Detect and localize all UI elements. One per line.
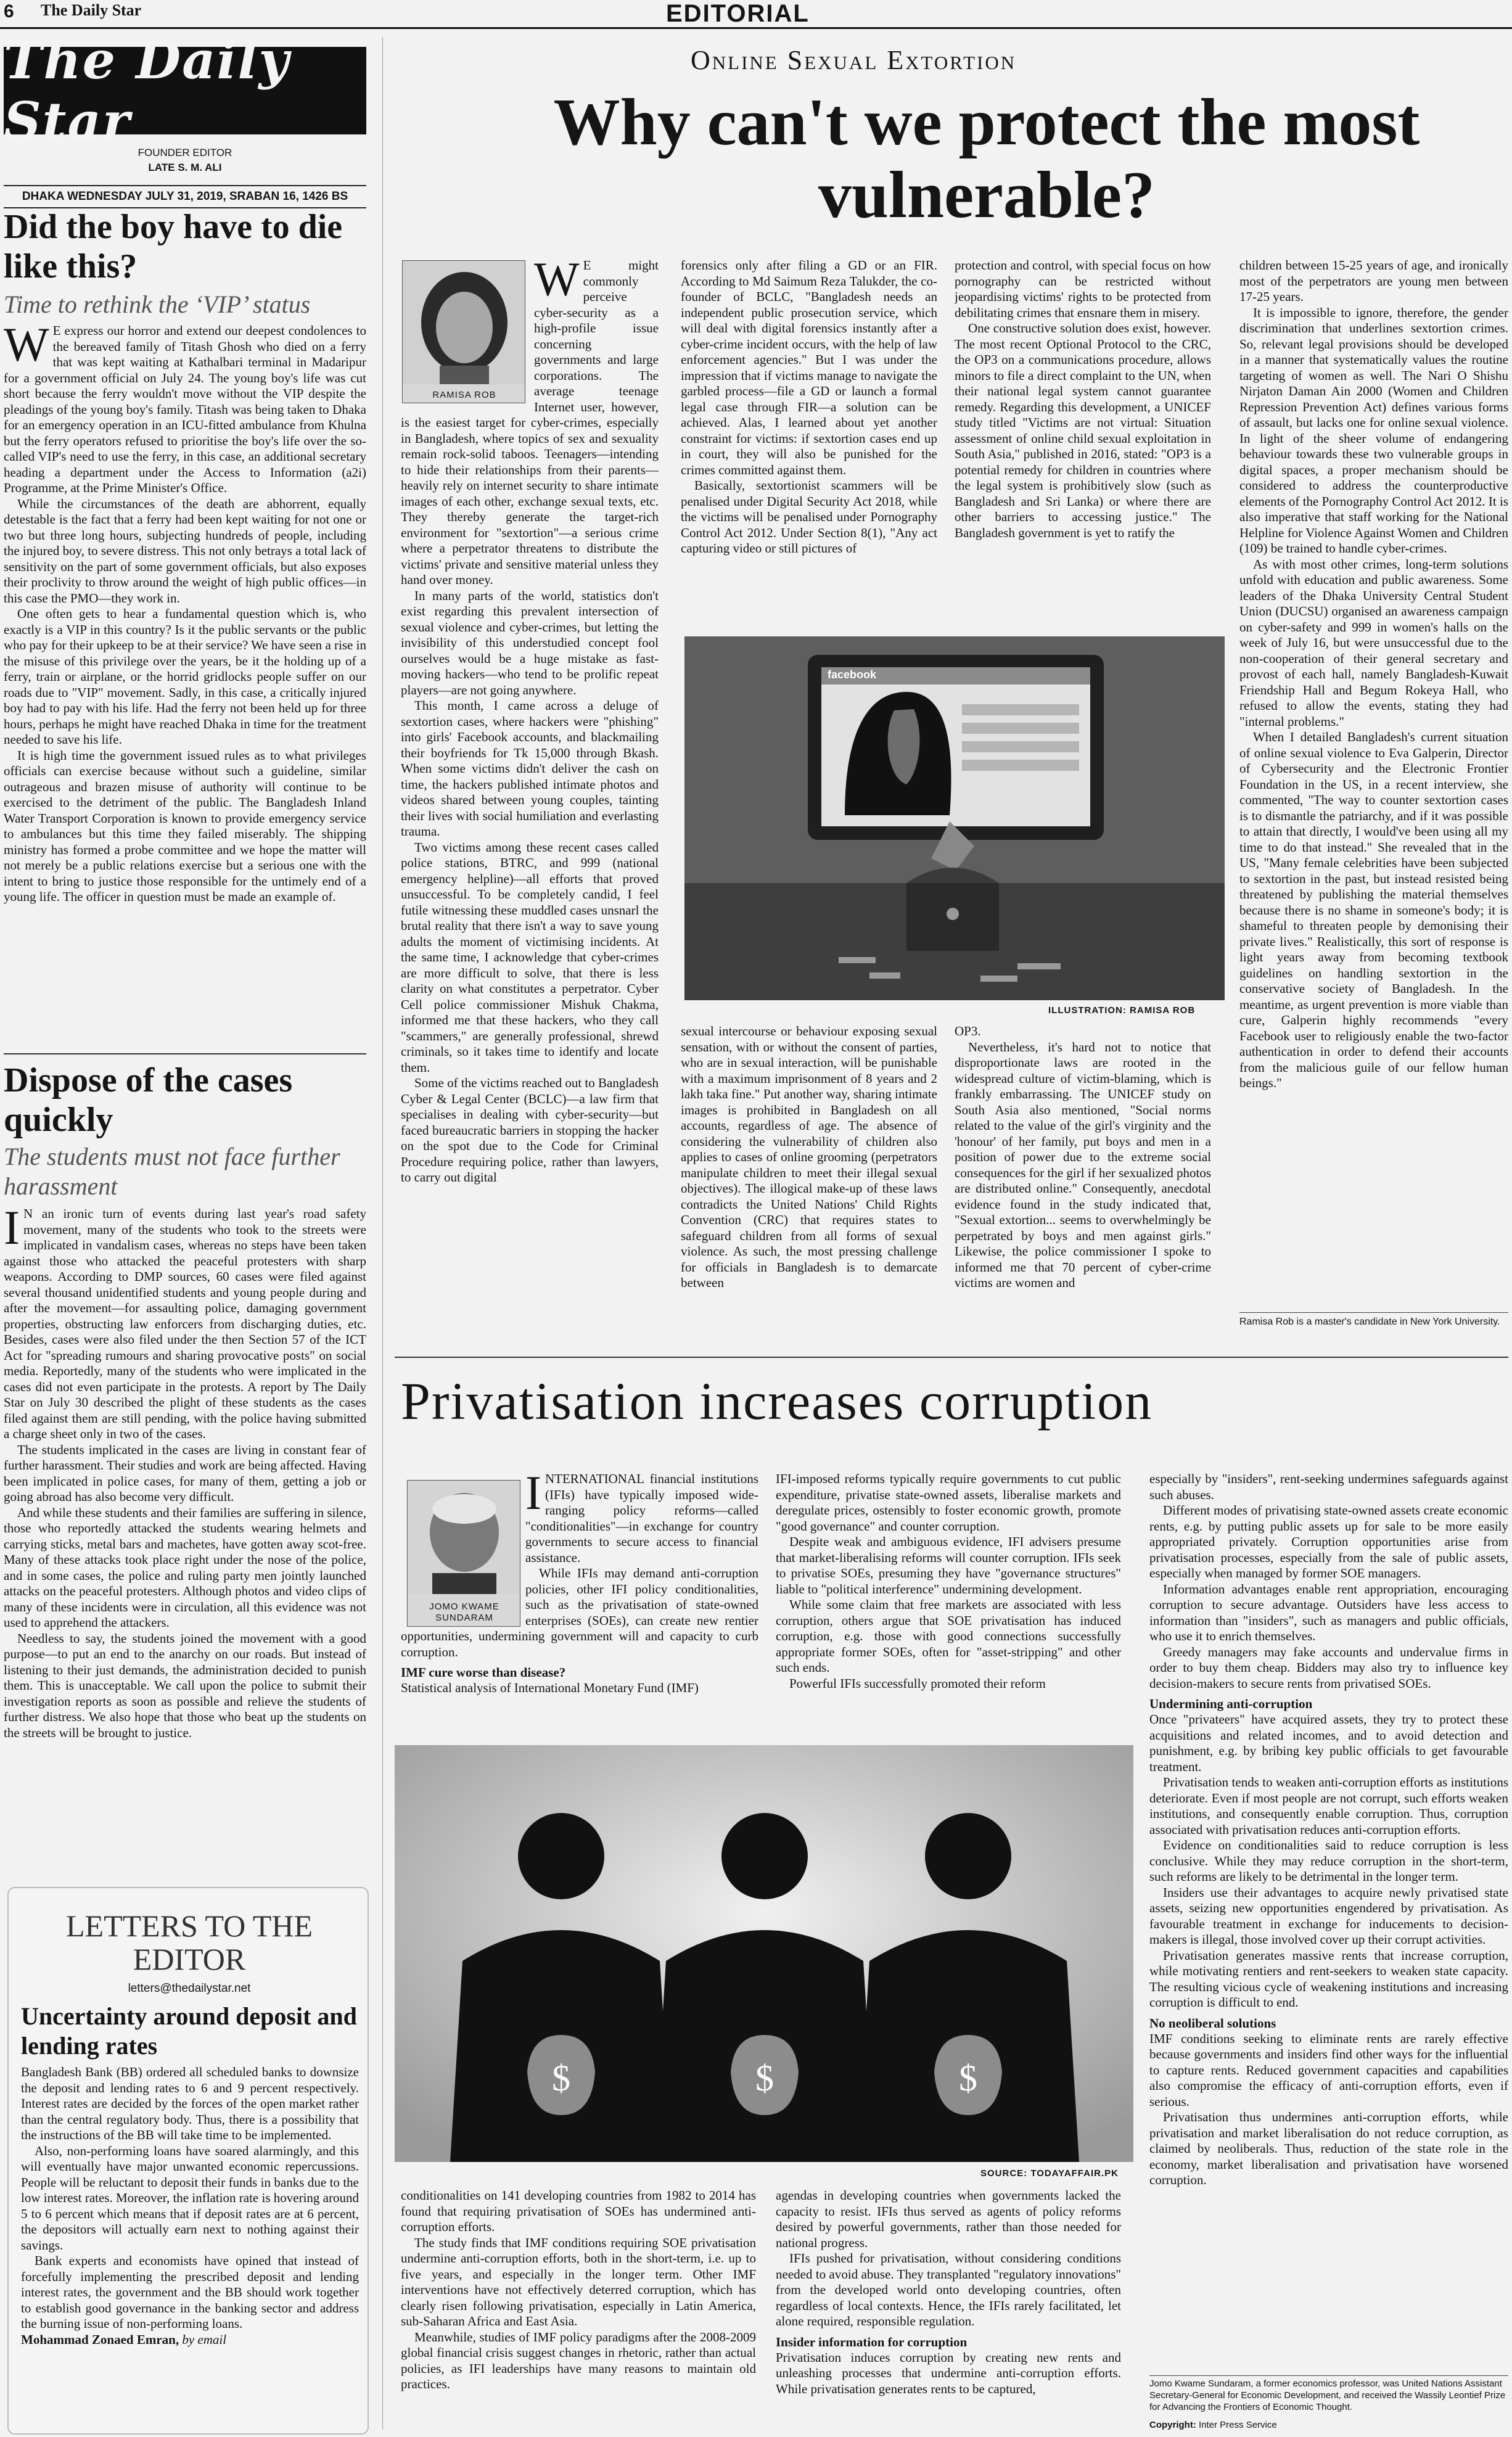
founder-name: LATE S. M. ALI (148, 162, 222, 173)
editorial-title: Dispose of the cases quickly (4, 1061, 293, 1139)
paragraph: Meanwhile, studies of IMF policy paradigms after the 2008-2009 global financial crisis suggest changes in rhetoric, rather than actual policies, as IFI leaderships have many reasons to maintain old practices. (401, 2329, 756, 2391)
copyright-holder: Inter Press Service (1199, 2420, 1277, 2430)
bio-rule (1239, 1312, 1508, 1313)
author-caption: JOMO KWAME SUNDARAM (429, 1601, 499, 1623)
svg-text:$: $ (552, 2058, 570, 2098)
founder-label: FOUNDER EDITOR (138, 147, 232, 158)
paragraph: While some claim that free markets are associated with less corruption, others argue that SOE privatisation has induced corruption, e.g. those with good connections successfully appropriate former SOEs, often for "asset-stripping" and other such ends. (776, 1597, 1121, 1675)
paragraph: While the circumstances of the death are abhorrent, equally detestable is the fact that a ferry had been kept waiting for not one or two but three long hours, subjecting hundreds of people, including the injured boy, to severe distress. This not only betrays a total lack of sensitivity on the part of some government officials, but also exposes their proclivity to throw around the weight of high public offices—in this case the PMO—they work in. (4, 496, 366, 606)
page-header (0, 0, 1512, 27)
paragraph: Evidence on conditionalities said to reduce corruption is less conclusive. While they may reduce corruption in the short-term, such reforms are likely to be detrimental in the longer term. (1149, 1838, 1508, 1884)
header-rule (0, 27, 1512, 29)
article-kicker: Online Sexual Extortion (691, 45, 1017, 75)
bio-rule (1149, 2375, 1508, 2376)
section-label: EDITORIAL (666, 0, 810, 27)
editorial-title: Did the boy have to die like this? (4, 208, 343, 286)
editorial-subtitle: The students must not face further harassment (4, 1143, 340, 1200)
editorial-subtitle: Time to rethink the ‘VIP’ status (4, 290, 311, 318)
article-column (1149, 1471, 1508, 2372)
column-divider (382, 37, 383, 2430)
paragraph: It is high time the government issued rules as to what privileges officials can exercise because without such a guideline, similar outrageous and brazen misuse of authority will continue to be exercised to the detriment of the public. The Bangladesh Inland Water Transport Corporation is known to provide emergency service to ambulances but this time they failed miserably. The shipping ministry has formed a probe committee and we hope the matter will not merely be a public relations exercise but a serious one with the intent to bring to justice those responsible for the untimely end of a young life. The officer in question must be made an example of. (4, 747, 366, 904)
paragraph: Also, non-performing loans have soared alarmingly, and this will eventually have major unwanted economic repercussions. People will be reluctant to deposit their funds in banks due to the low interest rates. Moreover, the inflation rate is hovering around 5 to 6 percent which means that if deposit rates are at 6 percent, the depositors will actually earn next to nothing against their savings. (21, 2143, 359, 2253)
paragraph: Some of the victims reached out to Bangladesh Cyber & Legal Center (BCLC)—a law firm that specialises in dealing with cyber-security—but faced bureaucratic barriers in stopping the hacker on the spot due to the Code for Criminal Procedure requiring police, rather than lawyers, to carry out digital (401, 1075, 659, 1185)
letter-body (21, 2065, 359, 2348)
paragraph: The students implicated in the cases are living in constant fear of further harassment. Their studies and work are being affected. Having been implicated in police cases, for many of them, getting a job or going abroad has also become very difficult. (4, 1442, 366, 1504)
page-number: 6 (4, 1, 14, 22)
paragraph: Basically, sextortionist scammers will be penalised under Digital Security Act 2018, while the victims will be penalised under Pornography Control Act 2012. Under Section 8(1), "Any act capturing video or still pictures of (681, 478, 937, 556)
article-column (681, 1024, 937, 1344)
paragraph: While IFIs may demand anti-corruption policies, other IFI policy conditionalities, such as the privatisation of state-owned enterprises (SOEs), can create new rentier opportunities, undermining government will and capacity to curb corruption. (401, 1566, 758, 1659)
paragraph: Bank experts and economists have opined that instead of forcefully implementing the prescribed deposit and lending interest rates, the government and the BB should work together to establish good governance in the banking sector and address the burning issue of non-performing loans. (21, 2253, 359, 2331)
dateline: DHAKA WEDNESDAY JULY 31, 2019, SRABAN 16, 1426 BS (4, 185, 366, 208)
paragraph: Privatisation induces corruption by creating new rents and unleashing processes that undermine anti-corruption efforts. While privatisation generates rents to be captured, (776, 2349, 1121, 2396)
letters-heading: LETTERS TO THE EDITOR (66, 1909, 313, 1976)
paragraph: Privatisation thus undermines anti-corruption efforts, while privatisation and market liberalisation do not reduce corruption, as claimed by neoliberals. Thus, reduction of the state role in the economy, market liberalisation and privatisation have worsened corruption. (1149, 2110, 1508, 2187)
copyright-line (1149, 2420, 1508, 2430)
illustration-credit: ILLUSTRATION: RAMISA ROB (1048, 1005, 1196, 1016)
svg-text:$: $ (959, 2058, 977, 2098)
article-column (776, 1471, 1121, 1730)
dropcap: I (525, 1471, 541, 1519)
photo-spacer (401, 1471, 525, 1625)
paragraph: Once "privateers" have acquired assets, they try to protect these acquisitions and related incomes, and to avoid detection and punishment, e.g. by bribing key public officials to get favourable treatment. (1149, 1712, 1508, 1774)
paragraph: NTERNATIONAL financial institutions (IFIs) have typically imposed wide-ranging policy reforms—called "conditionalities"—in exchange for country governments to secure access to financial assistance. (525, 1471, 758, 1565)
editorial-body (4, 1201, 366, 1741)
article-column (776, 2188, 1121, 2435)
paragraph: OP3. (955, 1024, 981, 1038)
article-column (955, 1024, 1211, 1344)
paragraph: Powerful IFIs successfully promoted their reform (789, 1675, 1046, 1691)
letters-box (7, 1887, 369, 2435)
paragraph: E express our horror and extend our deepest condolences to the bereaved family of Titash Ghosh who died on a ferry that was kept waiting at Kathalbari terminal in Madaripur for a government official on July 24. The young boy's life was cut short because the ferry wouldn't move without the VIP despite the pleadings of the young boy's family. Titash was being taken to Dhaka for an emergency operation in an ICU-fitted ambulance from Khulna but the ferry operators refused to prioritise the boy's life over the so-called VIP's need to use the ferry, in this case, an additional secretary heading a department under the Access to Information (a2i) Programme, at the Prime Minister's Office. (4, 323, 366, 495)
article-headline: Why can't we protect the most vulnerable? (553, 86, 1420, 232)
section-divider (395, 1357, 1508, 1358)
author-bio: Ramisa Rob is a master's candidate in New York University. (1239, 1317, 1500, 1327)
illustration-image (684, 636, 1225, 1000)
letters-email[interactable]: letters@thedailystar.net (128, 1982, 251, 1995)
paragraph: Privatisation generates massive rents that increase corruption, while motivating rentiers and rent-seekers to weaken state capacity. The resulting vicious cycle of weakening institutions and increasing corruption is difficult to end. (1149, 1947, 1508, 2010)
signature-name: Mohammad Zonaed Emran, (21, 2332, 179, 2347)
subhead: Undermining anti-corruption (1149, 1696, 1313, 1711)
letter-title: Uncertainty around deposit and lending rates (21, 2002, 357, 2060)
article-column (401, 1471, 758, 1749)
paragraph: IFI-imposed reforms typically require governments to cut public expenditure, privatise state-owned assets, liberalise markets and deregulate prices, ostensibly to foster economic growth, promote "good governance" and counter corruption. (776, 1471, 1121, 1534)
subhead: Insider information for corruption (776, 2334, 968, 2349)
paragraph: One constructive solution does exist, however. The most recent Optional Protocol to the CRC, the OP3 on a communications procedure, allows minors to file a direct complaint to the UN, when their national legal system cannot guarantee remedy. Regarding this development, a UNICEF study titled "Victims are not virtual: Situation assessment of online child sexual exploitation in South Asia," published in 2016, stated: "OP3 is a potential remedy for children in countries where the legal system is prohibitively slow (such as Bangladesh and Sri Lanka) or where there are other barriers to accessing justice." The Bangladesh government is yet to ratify the (955, 321, 1211, 540)
illustration-screen-label: facebook (828, 668, 877, 681)
illustration-image (395, 1745, 1133, 2162)
illustration-sextortion (684, 636, 1225, 1000)
paragraph: Greedy managers may fake accounts and undervalue firms in order to buy them cheap. Bidders may also try to influence key decision-makers to secure rents from privatised SOEs. (1149, 1644, 1508, 1691)
dropcap: W (534, 258, 580, 306)
article-column (681, 258, 937, 628)
dropcap: I (4, 1201, 20, 1254)
paragraph: Needless to say, the students joined the movement with a good purpose—to put an end to the anarchy on our roads. But instead of listening to their just demands, the administration decided to punish them. This is unacceptable. We call upon the police to submit their investigation reports as soon as possible and relieve the students of further distress. We also hope that those who beat up the students on the streets will be brought to justice. (4, 1630, 366, 1740)
editorial-body (4, 318, 366, 905)
mini-logo: The Daily Star (41, 1, 142, 19)
paragraph: IMF conditions seeking to eliminate rents are rarely effective because governments and insiders find other ways for the influential to capture rents. Reduced government capacities and capabilities also compromise the efficacy of anti-corruption efforts, even if serious. (1149, 2031, 1508, 2109)
paragraph: One often gets to hear a fundamental question which is, who exactly is a VIP in this country? Is it the public servants or the public who pay for their upkeep to be at their service? We have seen a rise in the misuse of this privilege over the years, be it the holding up of a ferry, train or airplane, or the horrid gridlocks people suffer on our roads due to "VIP" movement. Sadly, in this case, a critically injured boy had to pay with his life. Had the ferry not been held up for three hours, perhaps he might have reached Dhaka in time for the treatment needed to save his life. (4, 606, 366, 747)
paragraph: Bangladesh Bank (BB) ordered all scheduled banks to downsize the deposit and lending rates to 6 and 9 percent respectively. Interest rates are decided by the forces of the open market rather than the central regulatory body. Thus, there is a possibility that the instructions of the BB will take time to be implemented. (21, 2065, 359, 2142)
paragraph: When I detailed Bangladesh's current situation of online sexual violence to Eva Galperin, Director of Cybersecurity and the Electronic Frontier Foundation in the US, in a recent interview, she commented, "The way to counter sextortion cases is to dismantle the patriarchy, and if it was possible to attain that directly, I would've been using all my time to do that instead." She revealed that in the US, "Many female celebrities have been subjected to sextortion in the past, but instead resisted being threatened by publishing the material themselves because there is no shame in someone's body; it is shameful to threaten people by demonising their private lives." Realistically, this sort of response is light years away from becoming textbook guidelines on handling sextortion in the conservative society of Bangladesh. In the meantime, as urgent prevention is more viable than cure, Galperin highly recommends "every Facebook user to religiously enable the two-factor authentication in order to defend their accounts from the malicious guile of our fellow human beings." (1239, 729, 1508, 1090)
svg-text:$: $ (755, 2058, 774, 2098)
paragraph: Two victims among these recent cases called police stations, BTRC, and 999 (national emergency helpline)—all efforts that proved unsuccessful. To be completely candid, I feel futile witnessing these muddled cases unsnarl the brutal reality that there isn't a way to save young adults the moment of victimising incidents. At the same time, I acknowledge that cyber-crimes are more difficult to solve, that there is less clarity on what constitutes a perpetrator. Cyber Cell police commissioner Mishuk Chakma, informed me that these hackers, who they call "scammers," are generally professional, shrewd criminals, so it takes time to identify and locate them. (401, 839, 659, 1075)
article-headline: Privatisation increases corruption (401, 1371, 1153, 1431)
illustration-credit: SOURCE: TODAYAFFAIR.PK (980, 2168, 1119, 2179)
divider (4, 1053, 366, 1054)
paragraph: conditionalities on 141 developing countries from 1982 to 2014 has found that requiring privatisation of SOEs has undermined anti-corruption efforts. (401, 2188, 756, 2234)
paragraph: N an ironic turn of events during last year's road safety movement, many of the students who took to the streets were implicated in vandalism cases, whereas no steps have been taken against those who attacked the peaceful protesters with sharp weapons. According to DMP sources, 60 cases were filed against several thousand unidentified students and young people during and after the movement—for assaulting police, damaging government properties, obstructing law enforcers from discharging duties, etc. Besides, cases were also filed under the then Section 57 of the ICT Act for "spreading rumours and sharing provocative posts" on social media. Reportedly, many of the students who were implicated in the cases did not even participate in the protests. A report by The Daily Star on July 30 described the plight of these students as the cases filed against them are still pending, with the police having submitted a charge sheet only in two of the cases. (4, 1206, 366, 1441)
paragraph: The study finds that IMF conditions requiring SOE privatisation undermine anti-corruption efforts, both in the short-term, i.e. up to five years, and especially in the longer term. Other IMF interventions have not effectively deterred corruption, which has clearly risen following privatisation, especially in Latin America, sub-Saharan Africa and East Asia. (401, 2235, 756, 2328)
founder-block (4, 146, 366, 175)
editorial-cases (4, 1061, 366, 1881)
paragraph: Information advantages enable rent appropriation, encouraging corruption to secure advantage. Outsiders have less access to information than "insiders", such as managers and public officials, who use it to enrich themselves. (1149, 1581, 1508, 1643)
paragraph: In many parts of the world, statistics don't exist regarding this prevalent intersection of sexual violence and cyber-crimes, but letting the invisibility of this understudied concept fool ourselves would be a huge mistake as fast-moving hackers—who tend to be prolific repeat players—are not going anywhere. (401, 588, 659, 697)
paragraph: Despite weak and ambiguous evidence, IFI advisers presume that market-liberalising reforms will counter corruption. IFIs seek to privatise SOEs, presuming they have "governance structures" liable to "political interference" undermining development. (776, 1534, 1121, 1597)
paragraph: Nevertheless, it's hard not to notice that disproportionate laws are rooted in the widespread culture of victim-blaming, which is frankly embarrassing. The UNICEF study on South Asia also mentioned, "Social norms related to the value of the girl's virginity and the 'honour' of her family, put boys and men in a position of power due to the extreme social consequences for the girl if her sexualized photos are distributed online." Consequently, anecdotal evidence found in the study indicated that, "Sexual extortion... seems to overwhelmingly be perpetrated by boys and men against girls." Likewise, the police commissioner I spoke to informed me that 70 percent of cyber-crime victims are women and (955, 1039, 1211, 1290)
dropcap: W (4, 318, 49, 371)
editorial-vip (4, 207, 366, 1052)
paragraph: This month, I came across a deluge of sextortion cases, where hackers were "phishing" into girls' Facebook accounts, and blackmailing their boyfriends for Tk 15,000 through Bkash. When some victims didn't deliver the cash on time, the hackers published intimate photos and videos shared between young couples, tainting their lives with social humiliation and everlasting trauma. (401, 698, 659, 839)
letter-signature (21, 2332, 359, 2348)
article-column (401, 258, 659, 1349)
paragraph: forensics only after filing a GD or an FIR. According to Md Saimum Reza Talukder, the co-founder of BCLC, "Bangladesh needs an independent public prosecution service, which will deal with digital forensics instantly after a cyber-crime incident occurs, with the help of law enforcement agencies." But I was under the impression that if victims manage to navigate the garbled process—file a GD or launch a formal legal case through FIR—a solution can be achieved. Alas, I learned about yet another constraint for victims: if sextortion cases end up in court, they will also be punished for the crimes committed against them. (681, 258, 937, 477)
author-caption: RAMISA ROB (432, 390, 496, 400)
masthead-logo: The Daily Star (4, 47, 366, 134)
signature-via: by email (182, 2332, 227, 2347)
subhead: No neoliberal solutions (1149, 2015, 1276, 2031)
paragraph: E might commonly perceive cyber-security as a high-profile issue concerning governments and large corporations. The average teenage Internet user, however, is the easiest target for cyber-crimes, especially in Bangladesh, where topics of sex and sexuality remain rock-solid taboos. Teenagers—intending to hide their relationships from their parents—heavily rely on internet security to share intimate images of each other, exchange sexual texts, etc. They thereby generate the target-rich environment for "sextortion"—a serious crime where a perpetrator threatens to distribute the victims' private and sensitive material unless they hand over money. (401, 258, 659, 587)
paragraph: IFIs pushed for privatisation, without considering conditions needed to avoid abuse. They transplanted "regulatory innovations" from the developed world onto developing countries, often regardless of local contexts. Hence, the IFIs rarely facilitated, let alone required, responsible regulation. (776, 2251, 1121, 2328)
photo-spacer (401, 258, 534, 409)
paragraph: Different modes of privatising state-owned assets create economic rents, e.g. by putting public assets up for sale to be more easily appropriated privately. Corruption opportunities arise from privatisation processes, especially from the sale of public assets, especially when managed by former SOE managers. (1149, 1503, 1508, 1580)
article-column (401, 2188, 756, 2435)
paragraph: It is impossible to ignore, therefore, the gender discrimination that underlines sextortion crimes. So, relevant legal provisions should be developed in a manner that systematically values the routine targeting of women as well. The Nari O Shishu Nirjaton Daman Ain 2000 (Women and Children Repression Prevention Act) defines various forms of assault, but lacks one for online sexual violence. In light of the sheer volume of endangering behaviour towards these two vulnerable groups in digital spaces, a proper mechanism should be considered to address the counterproductive elements of the Pornography Control Act 2012. It is also imperative that staff working for the National Helpline for Violence Against Women and Children (109) be trained to handle cyber-crimes. (1239, 305, 1508, 556)
paragraph: agendas in developing countries when governments lacked the capacity to resist. IFIs thus served as agents of policy reforms desired by powerful governments, rather than those needed for national progress. (776, 2188, 1121, 2250)
subhead: IMF cure worse than disease? (401, 1665, 566, 1680)
paragraph: Privatisation tends to weaken anti-corruption efforts as institutions deteriorate. Even if most people are not corrupt, such efforts weaken institutions, and consequently enable corruption. Thus, corruption associated with privatisation reduces anti-corruption efforts. (1149, 1775, 1508, 1837)
paragraph: Insiders use their advantages to acquire newly privatised state assets, seizing new opportunities engendered by privatisation. As favourable treatment in exchange for inducements to decision-makers is illegal, those involved cover up their corrupt activities. (1149, 1884, 1508, 1947)
article-column (1239, 258, 1508, 1306)
paragraph: especially by "insiders", rent-seeking undermines safeguards against such abuses. (1149, 1471, 1508, 1502)
paragraph: Statistical analysis of International Monetary Fund (IMF) (401, 1680, 699, 1695)
paragraph: protection and control, with special focus on how pornography can be restricted without jeopardising victims' rights to be protected from debilitating crimes that ensnare them in misery. (955, 258, 1211, 320)
copyright-label: Copyright: (1149, 2420, 1196, 2430)
article-column (955, 258, 1211, 628)
paragraph: As with most other crimes, long-term solutions unfold with education and public awareness. Some leaders of the Dhaka University Central Student Union (DUCSU) organised an awareness campaign on cyber-safety and 999 in women's halls on the week of July 16, but were unsuccessful due to the non-cooperation of their general secretary and provost of each hall, namely Bangladesh-Kuwait Friendship Hall and Begum Rokeya Hall, who refused to allow the events, stating they had "internal problems." (1239, 556, 1508, 729)
illustration-money-bags (395, 1745, 1133, 2162)
paragraph: sexual intercourse or behaviour exposing sexual sensation, with or without the consent of parties, who are in sexual interaction, will be punishable with a maximum imprisonment of 8 years and 2 lakh taka fine." Put another way, sharing intimate images is prohibited in Bangladesh on all accounts, regardless of age. The absence of considering the vulnerability of children also applies to cases of online grooming (perpetrators manipulate children to meet their illegal sexual objectives). The illogical make-up of these laws contradicts the United Nations' Child Rights Convention (CRC) that requires states to safeguard children from all forms of sexual violence. As such, the most pressing challenge for officials in Bangladesh is to demarcate between (681, 1024, 937, 1290)
author-bio: Jomo Kwame Sundaram, a former economics professor, was United Nations Assistant Secretary-General for Economic Development, and received the Wassily Leontief Prize for Advancing the Frontiers of Economic Thought. (1149, 2378, 1506, 2412)
paragraph: children between 15-25 years of age, and ironically most of the perpetrators are young men between 17-25 years. (1239, 258, 1508, 304)
paragraph: And while these students and their families are suffering in silence, those who reportedly attacked the students wearing helmets and carrying sticks, metal bars and machetes, have gotten away scot-free. Many of these attacks took place right under the nose of the police, and in some cases, the police and ruling party men jointly launched attacks on the peaceful protesters. Although photos and video clips of many of these incidents were in circulation, all this evidence was not used to apprehend the attackers. (4, 1505, 366, 1630)
